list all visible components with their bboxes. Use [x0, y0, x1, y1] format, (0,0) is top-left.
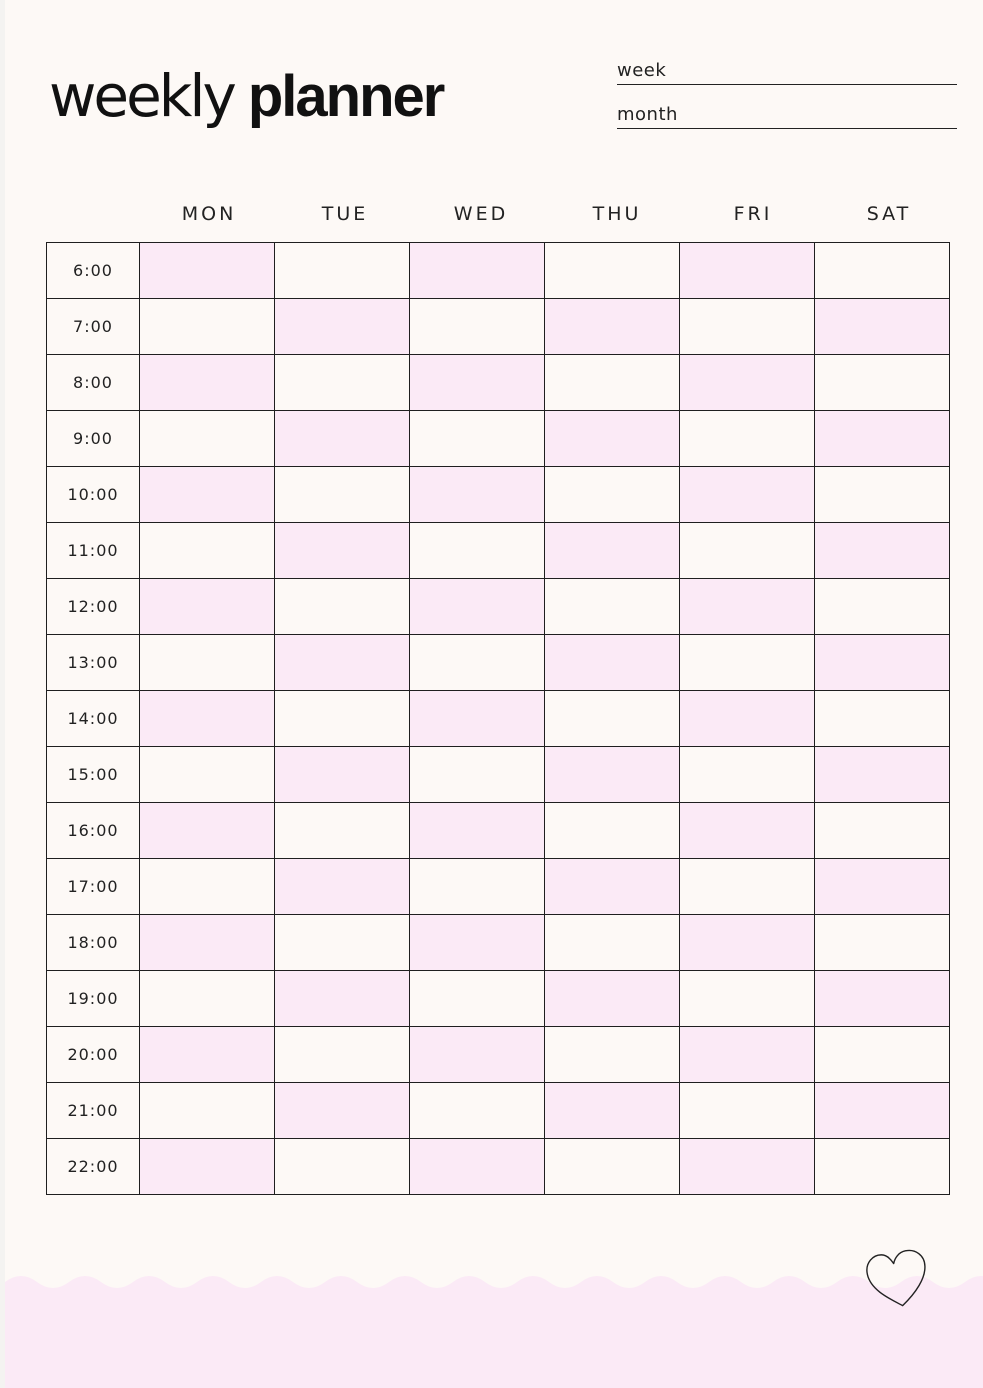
slot-cell-wed[interactable]: [410, 523, 545, 579]
page-title: [49, 62, 443, 131]
slot-cell-sat[interactable]: [815, 579, 950, 635]
slot-cell-tue[interactable]: [275, 971, 410, 1027]
slot-cell-fri[interactable]: [680, 579, 815, 635]
time-label: 9:00: [47, 411, 140, 467]
slot-cell-thu[interactable]: [545, 859, 680, 915]
slot-cell-wed[interactable]: [410, 635, 545, 691]
table-row: [47, 411, 950, 467]
slot-cell-mon[interactable]: [140, 1083, 275, 1139]
slot-cell-tue[interactable]: [275, 579, 410, 635]
time-label: 6:00: [47, 243, 140, 299]
table-row: [47, 355, 950, 411]
slot-cell-mon[interactable]: [140, 915, 275, 971]
day-header-mon: MON: [181, 203, 237, 225]
slot-cell-tue[interactable]: [275, 691, 410, 747]
slot-cell-mon[interactable]: [140, 523, 275, 579]
slot-cell-thu[interactable]: [545, 411, 680, 467]
time-label: 20:00: [47, 1027, 140, 1083]
slot-cell-tue[interactable]: [275, 1027, 410, 1083]
day-headers: [141, 200, 957, 228]
slot-cell-thu[interactable]: [545, 299, 680, 355]
wave-border: [5, 1256, 983, 1388]
table-row: [47, 803, 950, 859]
table-row: [47, 299, 950, 355]
month-label: month: [617, 104, 678, 125]
time-label: 14:00: [47, 691, 140, 747]
day-header-fri: FRI: [733, 203, 773, 225]
time-label: 18:00: [47, 915, 140, 971]
slot-cell-tue[interactable]: [275, 355, 410, 411]
slot-cell-fri[interactable]: [680, 243, 815, 299]
slot-cell-tue[interactable]: [275, 803, 410, 859]
table-row: [47, 1027, 950, 1083]
slot-cell-wed[interactable]: [410, 411, 545, 467]
slot-cell-fri[interactable]: [680, 1083, 815, 1139]
slot-cell-sat[interactable]: [815, 859, 950, 915]
slot-cell-sat[interactable]: [815, 915, 950, 971]
week-label: week: [617, 60, 667, 81]
time-label: 17:00: [47, 859, 140, 915]
slot-cell-tue[interactable]: [275, 1139, 410, 1195]
slot-cell-sat[interactable]: [815, 747, 950, 803]
table-row: [47, 1083, 950, 1139]
slot-cell-thu[interactable]: [545, 467, 680, 523]
table-row: [47, 747, 950, 803]
planner-page: [5, 0, 983, 1388]
time-label: 7:00: [47, 299, 140, 355]
slot-cell-mon[interactable]: [140, 299, 275, 355]
slot-cell-mon[interactable]: [140, 971, 275, 1027]
slot-cell-fri[interactable]: [680, 691, 815, 747]
table-row: [47, 523, 950, 579]
slot-cell-sat[interactable]: [815, 1139, 950, 1195]
slot-cell-tue[interactable]: [275, 299, 410, 355]
slot-cell-fri[interactable]: [680, 971, 815, 1027]
slot-cell-sat[interactable]: [815, 1083, 950, 1139]
schedule-grid-body: [47, 243, 950, 1195]
schedule-grid: [46, 242, 950, 1195]
slot-cell-sat[interactable]: [815, 691, 950, 747]
time-label: 15:00: [47, 747, 140, 803]
slot-cell-fri[interactable]: [680, 299, 815, 355]
slot-cell-mon[interactable]: [140, 411, 275, 467]
slot-cell-mon[interactable]: [140, 803, 275, 859]
title-bold-word: planner: [247, 64, 444, 129]
time-label: 12:00: [47, 579, 140, 635]
slot-cell-sat[interactable]: [815, 971, 950, 1027]
slot-cell-fri[interactable]: [680, 859, 815, 915]
slot-cell-thu[interactable]: [545, 635, 680, 691]
table-row: [47, 1139, 950, 1195]
table-row: [47, 971, 950, 1027]
slot-cell-sat[interactable]: [815, 467, 950, 523]
slot-cell-tue[interactable]: [275, 523, 410, 579]
slot-cell-thu[interactable]: [545, 803, 680, 859]
slot-cell-sat[interactable]: [815, 299, 950, 355]
slot-cell-sat[interactable]: [815, 635, 950, 691]
slot-cell-tue[interactable]: [275, 1083, 410, 1139]
slot-cell-tue[interactable]: [275, 635, 410, 691]
slot-cell-thu[interactable]: [545, 523, 680, 579]
slot-cell-fri[interactable]: [680, 1027, 815, 1083]
slot-cell-mon[interactable]: [140, 635, 275, 691]
table-row: [47, 243, 950, 299]
time-label: 11:00: [47, 523, 140, 579]
time-label: 13:00: [47, 635, 140, 691]
slot-cell-wed[interactable]: [410, 971, 545, 1027]
slot-cell-mon[interactable]: [140, 1027, 275, 1083]
slot-cell-fri[interactable]: [680, 355, 815, 411]
slot-cell-mon[interactable]: [140, 691, 275, 747]
slot-cell-mon[interactable]: [140, 579, 275, 635]
slot-cell-mon[interactable]: [140, 355, 275, 411]
slot-cell-sat[interactable]: [815, 523, 950, 579]
slot-cell-fri[interactable]: [680, 1139, 815, 1195]
table-row: [47, 467, 950, 523]
slot-cell-fri[interactable]: [680, 747, 815, 803]
slot-cell-sat[interactable]: [815, 803, 950, 859]
slot-cell-mon[interactable]: [140, 467, 275, 523]
slot-cell-mon[interactable]: [140, 859, 275, 915]
slot-cell-thu[interactable]: [545, 1139, 680, 1195]
heart-icon: [861, 1244, 935, 1314]
slot-cell-thu[interactable]: [545, 747, 680, 803]
slot-cell-wed[interactable]: [410, 355, 545, 411]
slot-cell-sat[interactable]: [815, 1027, 950, 1083]
slot-cell-thu[interactable]: [545, 971, 680, 1027]
slot-cell-thu[interactable]: [545, 579, 680, 635]
slot-cell-wed[interactable]: [410, 243, 545, 299]
slot-cell-tue[interactable]: [275, 747, 410, 803]
slot-cell-wed[interactable]: [410, 1139, 545, 1195]
time-label: 22:00: [47, 1139, 140, 1195]
slot-cell-fri[interactable]: [680, 803, 815, 859]
day-header-tue: TUE: [321, 203, 369, 225]
slot-cell-wed[interactable]: [410, 915, 545, 971]
slot-cell-thu[interactable]: [545, 243, 680, 299]
slot-cell-wed[interactable]: [410, 1083, 545, 1139]
slot-cell-wed[interactable]: [410, 859, 545, 915]
slot-cell-thu[interactable]: [545, 355, 680, 411]
slot-cell-tue[interactable]: [275, 915, 410, 971]
slot-cell-wed[interactable]: [410, 747, 545, 803]
slot-cell-fri[interactable]: [680, 523, 815, 579]
slot-cell-tue[interactable]: [275, 467, 410, 523]
slot-cell-wed[interactable]: [410, 691, 545, 747]
time-label: 19:00: [47, 971, 140, 1027]
slot-cell-mon[interactable]: [140, 243, 275, 299]
slot-cell-mon[interactable]: [140, 1139, 275, 1195]
slot-cell-wed[interactable]: [410, 299, 545, 355]
slot-cell-sat[interactable]: [815, 411, 950, 467]
slot-cell-sat[interactable]: [815, 355, 950, 411]
slot-cell-wed[interactable]: [410, 803, 545, 859]
slot-cell-tue[interactable]: [275, 859, 410, 915]
time-label: 16:00: [47, 803, 140, 859]
time-label: 8:00: [47, 355, 140, 411]
slot-cell-wed[interactable]: [410, 579, 545, 635]
slot-cell-wed[interactable]: [410, 1027, 545, 1083]
slot-cell-fri[interactable]: [680, 635, 815, 691]
slot-cell-fri[interactable]: [680, 411, 815, 467]
slot-cell-fri[interactable]: [680, 467, 815, 523]
slot-cell-sat[interactable]: [815, 243, 950, 299]
table-row: [47, 635, 950, 691]
table-row: [47, 859, 950, 915]
slot-cell-thu[interactable]: [545, 691, 680, 747]
time-label: 10:00: [47, 467, 140, 523]
table-row: [47, 691, 950, 747]
slot-cell-mon[interactable]: [140, 747, 275, 803]
time-label: 21:00: [47, 1083, 140, 1139]
slot-cell-thu[interactable]: [545, 1027, 680, 1083]
slot-cell-tue[interactable]: [275, 243, 410, 299]
day-header-thu: THU: [592, 203, 642, 225]
slot-cell-fri[interactable]: [680, 915, 815, 971]
day-header-wed: WED: [453, 203, 509, 225]
week-field[interactable]: [617, 58, 957, 85]
title-light-word: weekly: [49, 62, 234, 130]
day-header-sat: SAT: [866, 203, 912, 225]
month-field[interactable]: [617, 102, 957, 129]
slot-cell-tue[interactable]: [275, 411, 410, 467]
table-row: [47, 579, 950, 635]
slot-cell-wed[interactable]: [410, 467, 545, 523]
slot-cell-thu[interactable]: [545, 915, 680, 971]
table-row: [47, 915, 950, 971]
slot-cell-thu[interactable]: [545, 1083, 680, 1139]
